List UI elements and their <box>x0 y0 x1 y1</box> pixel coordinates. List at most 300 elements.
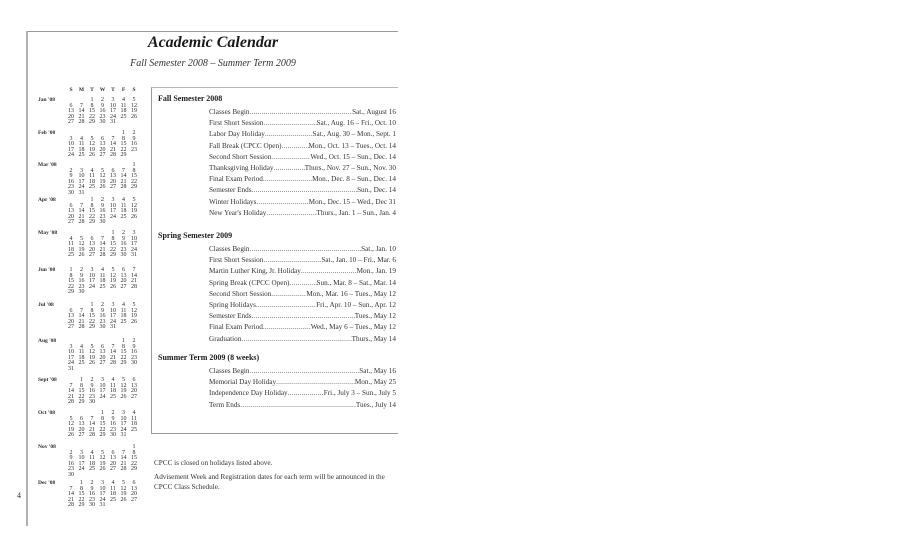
day-number: 16 <box>89 388 95 395</box>
event-row <box>209 244 396 254</box>
day-number: 16 <box>78 278 85 285</box>
day-number: 30 <box>120 252 127 259</box>
day-number: 1 <box>122 130 125 136</box>
month-label: May '08 <box>38 230 58 236</box>
day-number: 16 <box>68 460 74 467</box>
dot-leader <box>252 185 358 195</box>
day-number: 28 <box>89 432 95 439</box>
day-number: 23 <box>68 184 74 191</box>
day-number: 19 <box>99 178 106 185</box>
day-number: 21 <box>110 146 116 153</box>
day-number: 21 <box>78 318 85 325</box>
day-number: 17 <box>68 354 74 361</box>
note-advisement: Advisement Week and Registration dates for each term will be announced in the CPCC Class Schedule. <box>154 473 385 491</box>
day-number: 1 <box>101 410 104 416</box>
day-number: 22 <box>99 426 106 433</box>
day-number: 25 <box>78 360 85 367</box>
event-label: Independence Day Holiday <box>209 389 288 398</box>
day-number: 16 <box>120 241 127 248</box>
month-label: Mar '08 <box>38 162 57 168</box>
day-number: 24 <box>110 113 116 120</box>
day-number: 25 <box>120 318 127 325</box>
day-number: 20 <box>68 213 74 220</box>
day-number: 14 <box>131 272 137 279</box>
day-number: 6 <box>80 415 83 422</box>
day-number: 2 <box>101 197 104 203</box>
month-label: Sept '08 <box>38 377 57 383</box>
day-number: 6 <box>69 102 73 109</box>
day-number: 22 <box>89 113 95 120</box>
day-number: 15 <box>78 491 85 498</box>
day-number: 20 <box>110 460 116 467</box>
day-number: 27 <box>120 283 127 290</box>
day-number: 11 <box>131 415 137 422</box>
month-label: Apr '08 <box>38 197 56 203</box>
day-number: 1 <box>80 377 83 383</box>
event-label: Memorial Day Holiday <box>209 378 277 387</box>
dot-leader <box>271 289 306 299</box>
day-number: 11 <box>110 382 116 389</box>
day-number: 21 <box>78 113 85 120</box>
day-number: 14 <box>68 491 74 498</box>
day-number: 28 <box>120 184 127 191</box>
day-number: 9 <box>90 382 94 389</box>
day-number: 23 <box>99 113 106 120</box>
day-number: 20 <box>120 278 127 285</box>
day-number: 4 <box>132 410 136 416</box>
day-number: 10 <box>68 141 74 148</box>
day-number: 28 <box>110 152 116 159</box>
day-number: 4 <box>122 197 125 203</box>
dot-leader <box>273 163 304 173</box>
day-number: 15 <box>99 421 106 428</box>
event-label: Labor Day Holiday <box>209 130 265 139</box>
day-number: 23 <box>120 246 127 253</box>
event-date: Wed., Oct. 15 – Sun., Dec. 14 <box>310 152 396 161</box>
day-number: 21 <box>99 246 106 253</box>
day-number: 22 <box>68 283 74 290</box>
day-number: 17 <box>78 460 85 467</box>
day-number: 10 <box>99 485 106 492</box>
day-number: 20 <box>89 246 95 253</box>
day-number: 7 <box>80 307 83 314</box>
day-number: 13 <box>110 455 116 462</box>
day-number: 9 <box>122 235 125 242</box>
day-number: 29 <box>120 152 127 159</box>
day-number: 17 <box>78 178 85 185</box>
day-number: 20 <box>68 113 74 120</box>
dot-leader <box>271 152 310 162</box>
day-number: 15 <box>110 241 116 248</box>
day-number: 10 <box>120 415 127 422</box>
day-number: 5 <box>90 343 94 350</box>
day-number: 26 <box>110 283 116 290</box>
day-number: 28 <box>131 283 137 290</box>
dot-leader <box>263 322 311 332</box>
day-number: 16 <box>99 208 106 215</box>
event-label: Fall Break (CPCC Open) <box>209 141 282 150</box>
day-number: 17 <box>110 313 116 320</box>
day-number: 7 <box>132 267 136 273</box>
event-label: Classes Begin <box>209 245 250 253</box>
day-number: 5 <box>101 167 104 174</box>
day-number: 16 <box>131 141 137 148</box>
day-number: 24 <box>78 184 85 191</box>
day-number: 21 <box>89 426 95 433</box>
day-number: 6 <box>101 135 104 142</box>
day-number: 10 <box>110 307 116 314</box>
day-number: 26 <box>120 496 127 503</box>
dot-leader <box>240 400 356 410</box>
dot-leader <box>252 311 355 321</box>
day-number: 13 <box>68 108 74 115</box>
event-row <box>209 118 396 128</box>
event-row <box>209 266 396 276</box>
day-number: 3 <box>80 167 83 174</box>
day-number: 31 <box>68 366 74 372</box>
day-number: 13 <box>99 349 106 356</box>
day-number: 22 <box>120 146 127 153</box>
day-number: 28 <box>110 360 116 367</box>
day-number: 4 <box>122 97 125 103</box>
day-number: 5 <box>101 449 104 456</box>
day-number: 11 <box>78 349 85 356</box>
day-number: 13 <box>120 272 127 279</box>
day-number: 6 <box>69 202 73 209</box>
event-date: Mon., May 25 <box>354 378 396 387</box>
event-label: Semester Ends <box>209 186 252 195</box>
month-label: Jan '08 <box>38 97 55 103</box>
event-row <box>209 185 396 195</box>
day-number: 13 <box>131 382 137 389</box>
day-number: 21 <box>120 460 127 467</box>
day-number: 29 <box>89 119 95 126</box>
event-label: First Short Session <box>209 119 264 128</box>
dot-leader <box>266 208 316 218</box>
day-number: 6 <box>111 449 115 456</box>
academic-dates-box <box>151 87 398 434</box>
day-number: 2 <box>132 130 136 136</box>
day-number: 9 <box>69 173 73 180</box>
day-number: 3 <box>80 449 83 456</box>
week-row <box>36 289 146 295</box>
day-number: 21 <box>68 496 74 503</box>
event-label: New Year's Holiday <box>209 208 267 217</box>
day-number: 13 <box>99 141 106 148</box>
day-number: 22 <box>131 460 137 467</box>
day-number: 18 <box>110 491 116 498</box>
day-number: 9 <box>111 415 115 422</box>
event-date: Thurs., May 14 <box>351 334 396 343</box>
day-number: 25 <box>78 152 85 159</box>
day-number: 7 <box>80 102 83 109</box>
event-label: Second Short Session <box>209 152 272 161</box>
day-number: 24 <box>110 318 116 325</box>
day-number: 6 <box>90 235 94 242</box>
day-number: 8 <box>132 449 136 456</box>
day-number: 28 <box>78 119 85 126</box>
day-number: 31 <box>120 432 127 439</box>
day-number: 31 <box>110 324 116 331</box>
day-number: 8 <box>101 415 104 422</box>
week-row <box>36 219 146 225</box>
day-number: 22 <box>120 354 127 361</box>
month-label: Oct '08 <box>38 410 55 416</box>
day-number: 28 <box>68 502 74 509</box>
event-date: Sun., Mar. 8 – Sat., Mar. 14 <box>316 278 396 287</box>
event-label: Spring Break (CPCC Open) <box>209 278 290 287</box>
day-number: 23 <box>131 146 137 153</box>
day-number: 19 <box>131 108 137 115</box>
day-number: 13 <box>78 421 85 428</box>
day-number: 10 <box>68 349 74 356</box>
day-number: 1 <box>111 230 115 236</box>
day-number: 12 <box>68 421 74 428</box>
day-number: 5 <box>69 415 73 422</box>
dot-leader <box>256 197 308 207</box>
day-number: 16 <box>110 421 116 428</box>
day-number: 30 <box>68 190 74 196</box>
weekday-header: W <box>99 87 106 93</box>
day-number: 2 <box>111 410 115 416</box>
event-date: Tues., July 14 <box>355 400 396 409</box>
day-number: 9 <box>101 307 104 314</box>
day-number: 30 <box>99 119 106 126</box>
day-number: 30 <box>78 289 85 296</box>
day-number: 23 <box>89 393 95 400</box>
event-row <box>209 141 396 151</box>
day-number: 17 <box>99 491 106 498</box>
day-number: 28 <box>120 466 127 473</box>
day-number: 18 <box>78 146 85 153</box>
day-number: 15 <box>68 278 74 285</box>
day-number: 25 <box>110 393 116 400</box>
day-number: 19 <box>89 146 95 153</box>
day-number: 13 <box>68 313 74 320</box>
day-number: 1 <box>132 162 136 168</box>
day-number: 25 <box>120 113 127 120</box>
day-number: 15 <box>131 173 137 180</box>
day-number: 3 <box>101 377 104 383</box>
day-number: 19 <box>99 460 106 467</box>
day-number: 20 <box>99 146 106 153</box>
day-number: 2 <box>69 449 73 456</box>
day-number: 6 <box>132 480 136 486</box>
day-number: 15 <box>89 313 95 320</box>
day-number: 3 <box>90 267 94 273</box>
day-number: 22 <box>78 496 85 503</box>
day-number: 8 <box>132 167 136 174</box>
day-number: 11 <box>99 272 106 279</box>
day-number: 12 <box>131 307 137 314</box>
day-number: 10 <box>78 455 85 462</box>
day-number: 11 <box>110 485 116 492</box>
day-number: 8 <box>90 307 94 314</box>
day-number: 29 <box>99 432 106 439</box>
day-number: 2 <box>90 377 94 383</box>
day-number: 18 <box>110 388 116 395</box>
day-number: 18 <box>89 460 95 467</box>
day-number: 18 <box>68 246 74 253</box>
event-row <box>209 377 396 387</box>
day-number: 4 <box>101 267 104 273</box>
day-number: 21 <box>78 213 85 220</box>
day-number: 4 <box>122 302 125 308</box>
day-number: 17 <box>120 421 127 428</box>
event-date: Mon., Oct. 13 – Tues., Oct. 14 <box>308 141 396 150</box>
day-number: 29 <box>110 252 116 259</box>
day-number: 30 <box>89 399 95 406</box>
day-number: 18 <box>120 313 127 320</box>
day-number: 22 <box>89 213 95 220</box>
day-number: 28 <box>78 219 85 226</box>
day-number: 23 <box>131 354 137 361</box>
day-number: 3 <box>132 230 136 236</box>
event-date: Sat., August 16 <box>352 108 396 116</box>
month-label: Dec '08 <box>38 480 56 486</box>
day-number: 12 <box>99 173 106 180</box>
day-number: 6 <box>122 267 125 273</box>
day-number: 20 <box>78 426 85 433</box>
day-number: 27 <box>68 119 74 126</box>
day-number: 22 <box>110 246 116 253</box>
day-number: 1 <box>132 444 136 450</box>
day-number: 14 <box>89 421 95 428</box>
day-number: 17 <box>89 278 95 285</box>
day-number: 13 <box>68 208 74 215</box>
day-number: 7 <box>90 415 94 422</box>
event-date: Mon., Jan. 19 <box>356 267 396 276</box>
day-number: 19 <box>78 246 85 253</box>
dot-leader <box>263 255 321 265</box>
event-date: Sun., Dec. 14 <box>357 186 396 195</box>
day-number: 9 <box>80 272 83 279</box>
page-number: 4 <box>17 491 21 500</box>
dot-leader <box>281 141 308 151</box>
day-number: 29 <box>78 502 85 509</box>
day-number: 24 <box>120 426 127 433</box>
day-number: 6 <box>132 377 136 383</box>
event-row <box>209 174 396 184</box>
day-number: 23 <box>99 213 106 220</box>
event-date: Fri., Apr. 10 – Sun., Apr. 12 <box>316 301 396 309</box>
event-row <box>209 334 396 344</box>
day-number: 29 <box>89 324 95 331</box>
day-number: 24 <box>110 213 116 220</box>
day-number: 28 <box>68 399 74 406</box>
day-number: 21 <box>68 393 74 400</box>
event-label: Semester Ends <box>209 312 252 321</box>
day-number: 2 <box>101 97 104 103</box>
day-number: 14 <box>120 455 127 462</box>
event-date: Wed., May 6 – Tues., May 12 <box>310 323 396 332</box>
day-number: 24 <box>78 466 85 473</box>
day-number: 9 <box>90 485 94 492</box>
day-number: 4 <box>80 343 83 350</box>
day-number: 23 <box>99 318 106 325</box>
day-number: 19 <box>120 491 127 498</box>
event-row <box>209 400 396 410</box>
day-number: 4 <box>69 235 73 242</box>
week-row <box>36 190 146 196</box>
event-row <box>209 388 396 398</box>
day-number: 2 <box>69 167 73 174</box>
day-number: 6 <box>101 343 104 350</box>
day-number: 12 <box>99 455 106 462</box>
dot-leader <box>265 129 313 139</box>
day-number: 26 <box>99 466 106 473</box>
day-number: 25 <box>68 252 74 259</box>
day-number: 11 <box>89 173 95 180</box>
event-date: Fri., July 3 – Sun., July 5 <box>323 389 396 398</box>
day-number: 11 <box>89 455 95 462</box>
event-date: Sat., May 16 <box>359 367 396 375</box>
day-number: 27 <box>89 252 95 259</box>
day-number: 14 <box>78 313 85 320</box>
day-number: 27 <box>110 466 116 473</box>
day-number: 27 <box>68 324 74 331</box>
day-number: 31 <box>110 119 116 126</box>
day-number: 11 <box>120 307 127 314</box>
day-number: 2 <box>132 338 136 344</box>
day-number: 14 <box>78 208 85 215</box>
day-number: 7 <box>111 343 115 350</box>
day-number: 9 <box>132 135 136 142</box>
day-number: 23 <box>68 466 74 473</box>
day-number: 5 <box>132 97 136 103</box>
day-number: 4 <box>90 449 94 456</box>
week-row <box>36 119 146 125</box>
event-date: Mon., Dec. 15 – Wed., Dec 31 <box>308 197 396 206</box>
day-number: 28 <box>99 252 106 259</box>
weekday-header: S <box>69 87 73 93</box>
event-row <box>209 152 396 162</box>
event-row <box>209 311 396 321</box>
day-number: 23 <box>89 496 95 503</box>
day-number: 19 <box>68 426 74 433</box>
day-number: 12 <box>120 382 127 389</box>
day-number: 12 <box>89 349 95 356</box>
day-number: 17 <box>99 388 106 395</box>
day-number: 27 <box>78 432 85 439</box>
weekday-header: S <box>132 87 136 93</box>
day-number: 1 <box>90 197 94 203</box>
event-row <box>209 289 396 299</box>
day-number: 7 <box>69 485 73 492</box>
day-number: 15 <box>120 349 127 356</box>
week-row <box>36 502 146 508</box>
day-number: 29 <box>131 466 137 473</box>
day-number: 14 <box>120 173 127 180</box>
day-number: 10 <box>78 173 85 180</box>
section-title: Spring Semester 2009 <box>158 231 233 240</box>
dot-leader <box>289 278 316 288</box>
day-number: 8 <box>122 343 125 350</box>
day-number: 18 <box>120 108 127 115</box>
day-number: 6 <box>111 167 115 174</box>
month-label: Aug '08 <box>38 338 57 344</box>
day-number: 26 <box>89 360 95 367</box>
section-title: Summer Term 2009 (8 weeks) <box>158 353 260 362</box>
event-label: Second Short Session <box>209 289 272 298</box>
dot-leader <box>301 266 357 276</box>
event-row <box>209 197 396 207</box>
day-number: 8 <box>111 235 115 242</box>
event-date: Sat., Jan. 10 <box>361 245 396 253</box>
event-date: Thurs., Nov. 27 – Sun., Nov. 30 <box>304 164 396 172</box>
day-number: 27 <box>131 393 137 400</box>
day-number: 17 <box>68 146 74 153</box>
